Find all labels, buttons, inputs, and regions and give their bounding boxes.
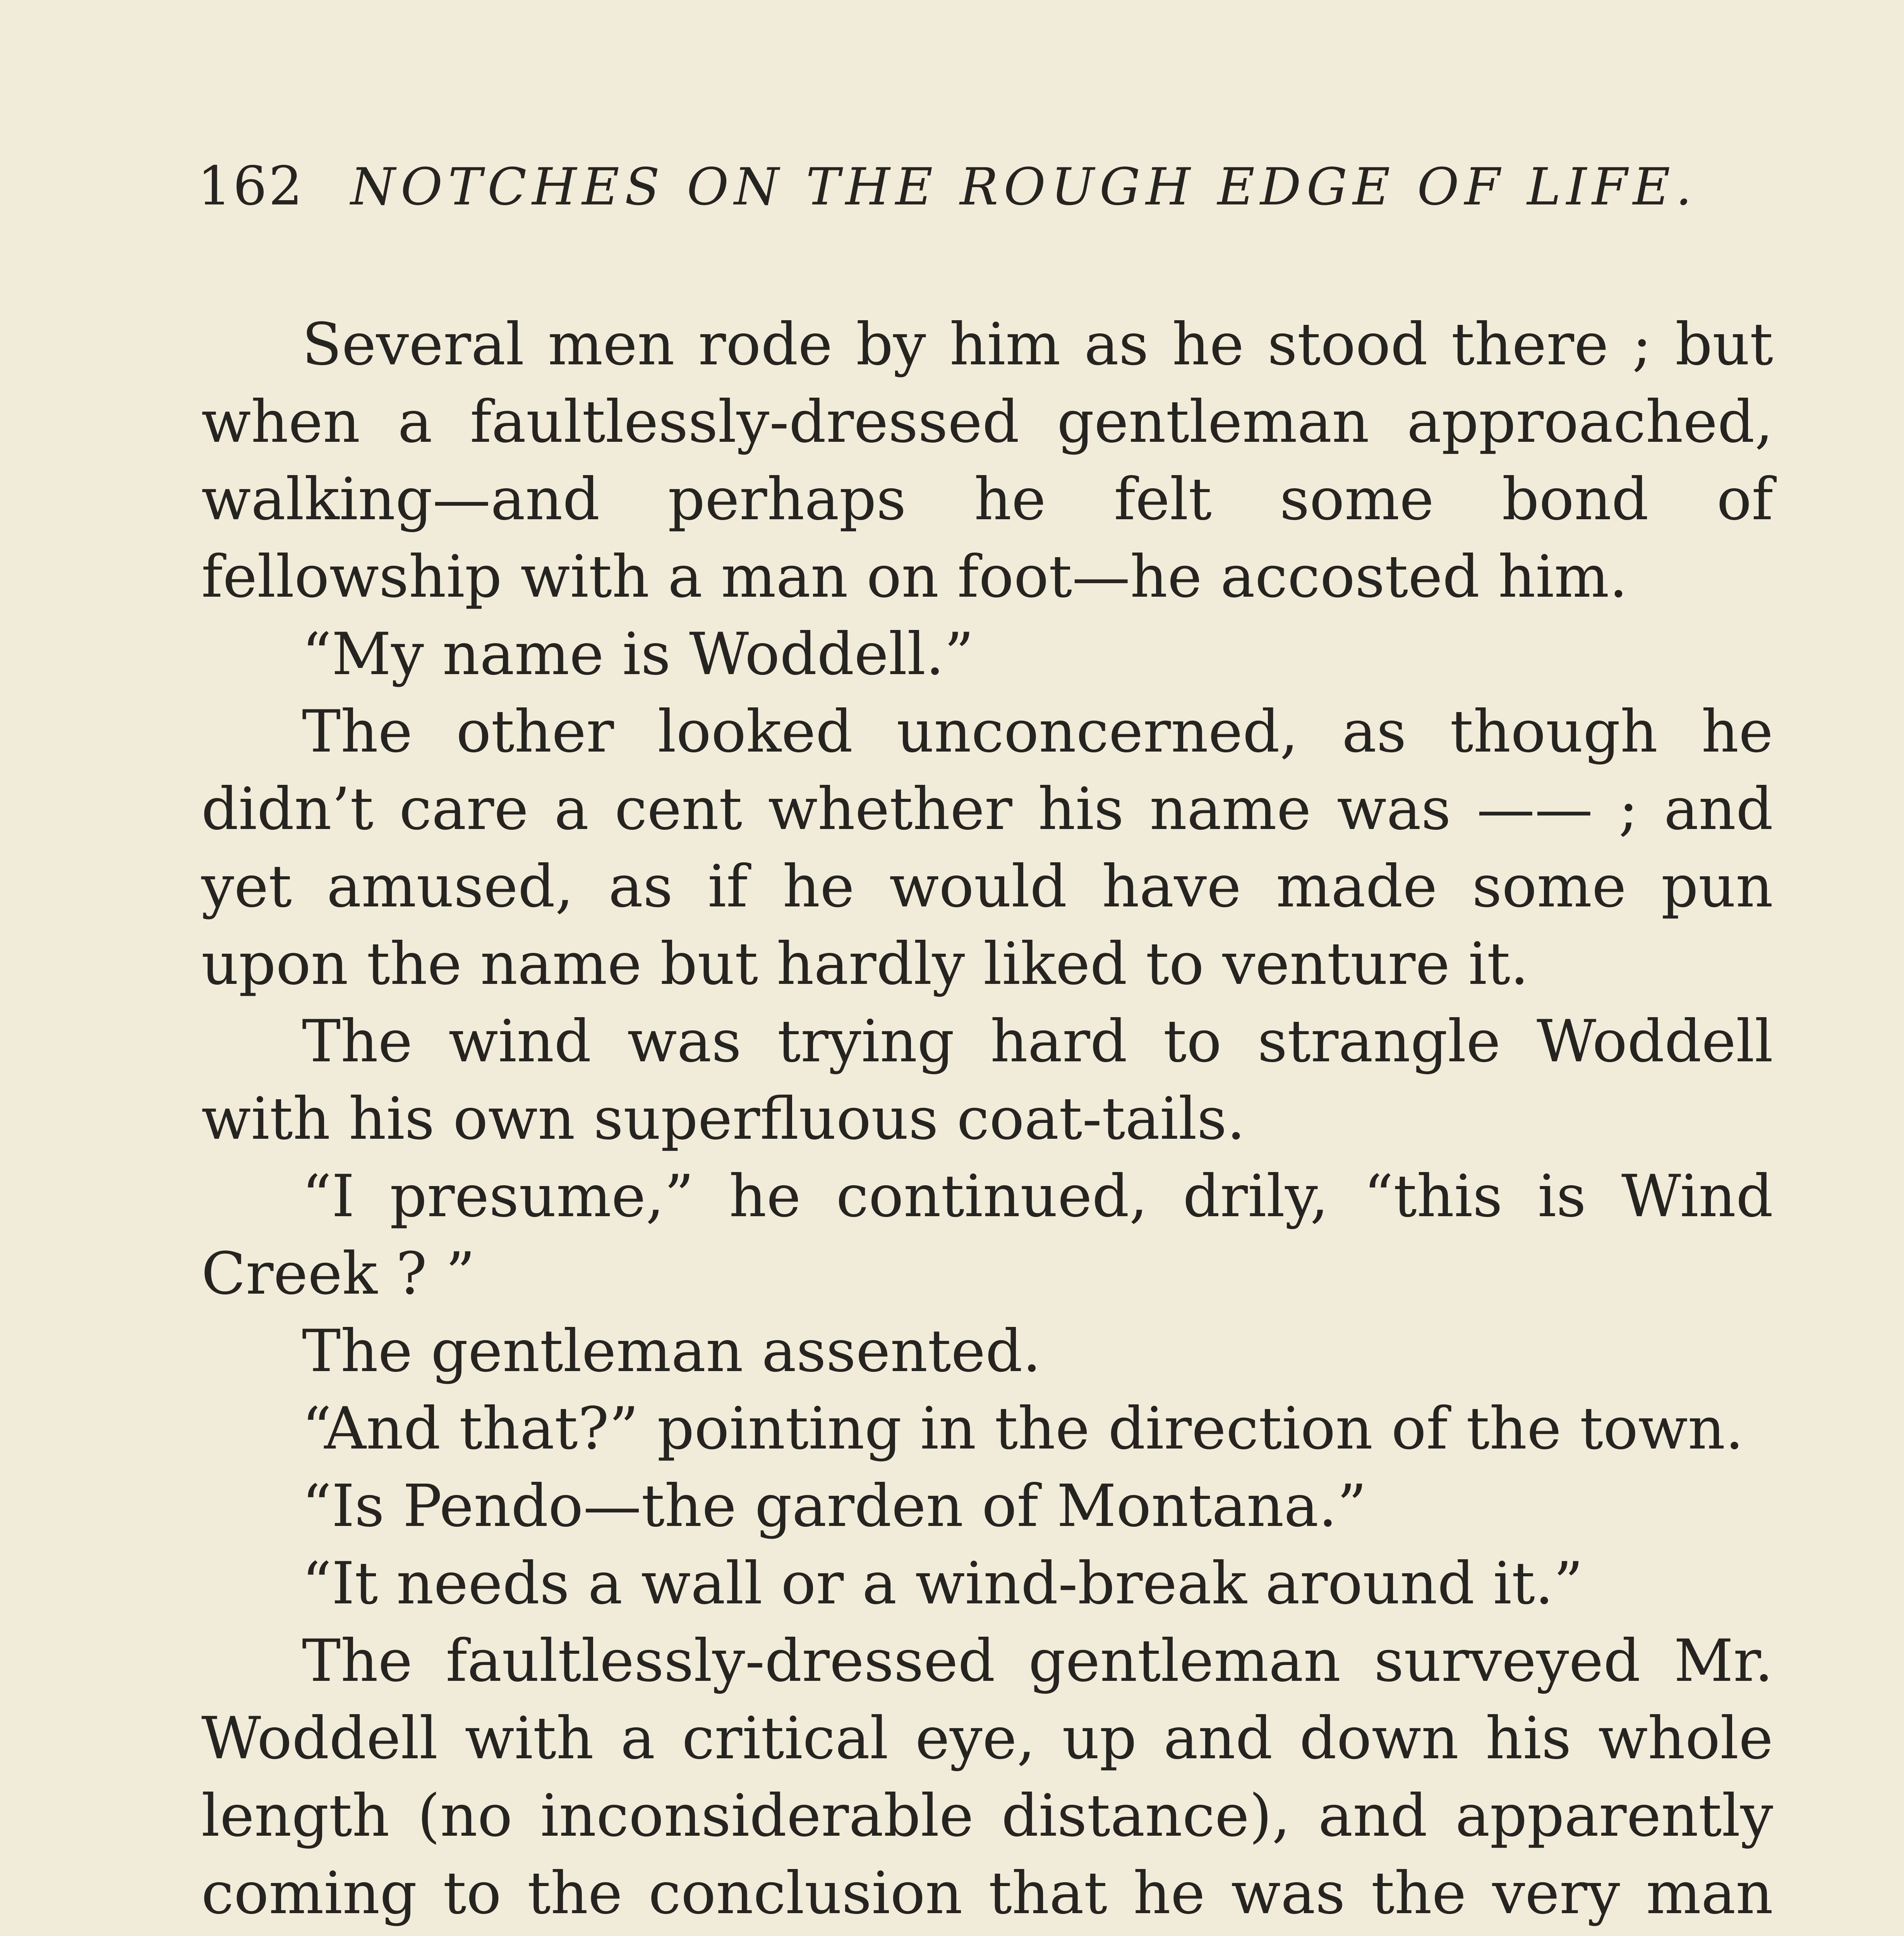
paragraph: Several men rode by him as he stood there ; but when a faultlessly-dressed gentleman approached, walking—and perhaps he felt some bond of fellowship with a man on foot—he accosted him.	[201, 311, 1773, 611]
paragraph: “It needs a wall or a wind-break around it.”	[302, 1550, 1583, 1617]
paragraph: “And that?” pointing in the direction of the town.	[302, 1395, 1744, 1462]
paragraph: The gentleman assented.	[302, 1318, 1041, 1385]
body-text	[201, 306, 1773, 1936]
paragraph: The other looked unconcerned, as though he didn’t care a cent whether his name was —— ; and yet amused, as if he would have made some pun upon the name but hardly liked to venture it.	[201, 698, 1773, 998]
paragraph: “Is Pendo—the garden of Montana.”	[302, 1473, 1367, 1540]
paragraph: The faultlessly-dressed gentleman surveyed Mr. Woddell with a critical eye, up and down his whole length (no inconsiderable distance), and apparently coming to the conclusion that he was the very man	[201, 1627, 1773, 1927]
paragraph: “My name is Woddell.”	[302, 621, 974, 688]
paragraph: “I presume,” he continued, drily, “this is Wind Creek ? ”	[201, 1163, 1773, 1308]
running-title: NOTCHES ON THE ROUGH EDGE OF LIFE.	[350, 157, 1697, 217]
paragraph: The wind was trying hard to strangle Woddell with his own superfluous coat-tails.	[201, 1008, 1773, 1153]
page-number: 162	[197, 155, 304, 217]
running-header	[197, 155, 1769, 232]
